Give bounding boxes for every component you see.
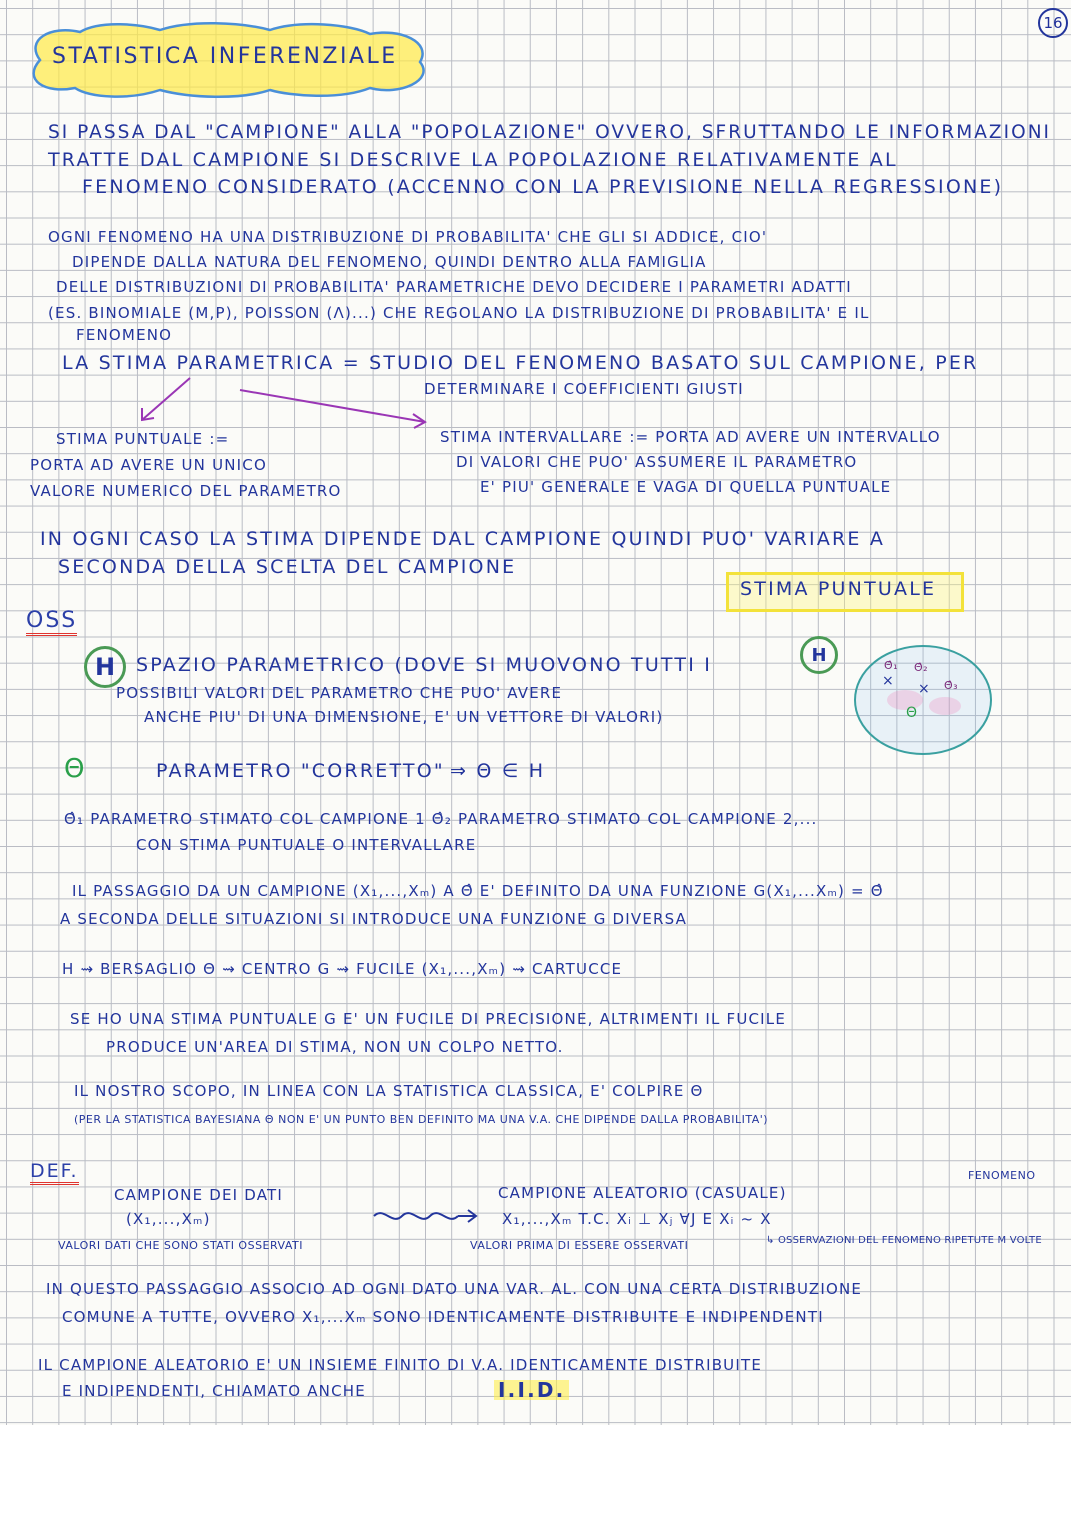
spazio-line-1: SPAZIO PARAMETRICO (DOVE SI MUOVONO TUTTI I: [136, 654, 713, 676]
iid-tag: I.I.D.: [494, 1380, 569, 1400]
dipende-line-2: SECONDA DELLA SCELTA DEL CAMPIONE: [58, 556, 517, 578]
valori-prima: VALORI PRIMA DI ESSERE OSSERVATI: [470, 1239, 689, 1252]
scopo-line-1: IL NOSTRO SCOPO, IN LINEA CON LA STATISTICA CLASSICA, E' COLPIRE Θ: [74, 1082, 704, 1100]
scopo-line-2: (PER LA STATISTICA BAYESIANA Θ NON E' UN PUNTO BEN DEFINITO MA UNA V.A. CHE DIPENDE DALLA PROBABILITA'): [74, 1113, 769, 1126]
campione-aleatorio-label: CAMPIONE ALEATORIO (CASUALE): [498, 1184, 787, 1202]
assoc-line-1: IN QUESTO PASSAGGIO ASSOCIO AD OGNI DATO UNA VAR. AL. CON UNA CERTA DISTRIBUZIONE: [46, 1280, 863, 1298]
parameter-space-diagram: [850, 640, 996, 760]
spazio-line-2: POSSIBILI VALORI DEL PARAMETRO CHE PUO' AVERE: [116, 684, 563, 702]
passaggio-line-2: A SECONDA DELLE SITUAZIONI SI INTRODUCE UNA FUNZIONE G DIVERSA: [60, 910, 688, 928]
fenomeno-line-5: FENOMENO: [76, 326, 173, 344]
theta-symbol: Θ: [64, 754, 87, 784]
puntuale-def-line-1: STIMA PUNTUALE :=: [56, 430, 230, 448]
page-number: 16: [1038, 8, 1068, 38]
diagram-mark-cross-1: ×: [882, 673, 896, 689]
campione-dati-tuple: (X₁,...,Xₘ): [126, 1210, 211, 1228]
campione-aleatorio-tuple: X₁,...,Xₘ T.C. Xᵢ ⊥ Xⱼ ∀J E Xᵢ ~ X: [502, 1210, 772, 1228]
diagram-mark-theta-hat-1: Θ̂₁: [884, 659, 899, 672]
stima-parametrica-line-2: DETERMINARE I COEFFICIENTI GIUSTI: [424, 380, 744, 398]
theta-relation: ⇒ Θ ∈ H: [450, 760, 546, 782]
fenomeno-line-3: DELLE DISTRIBUZIONI DI PROBABILITA' PARAMETRICHE DEVO DECIDERE I PARAMETRI ADATTI: [56, 278, 852, 296]
diagram-mark-theta-hat-2: Θ̂₂: [914, 661, 929, 674]
osservazioni-note: ↳ OSSERVAZIONI DEL FENOMENO RIPETUTE M VOLTE: [766, 1235, 1042, 1246]
oss-label: OSS: [26, 608, 77, 636]
diagram-mark-theta: Θ: [906, 705, 920, 721]
wavy-arrow: [372, 1204, 482, 1228]
fenomeno-line-2: DIPENDE DALLA NATURA DEL FENOMENO, QUINDI DENTRO ALLA FAMIGLIA: [72, 253, 707, 271]
theta-hat-line-1: Θ̂₁ PARAMETRO STIMATO COL CAMPIONE 1 Θ̂₂ PARAMETRO STIMATO COL CAMPIONE 2,...: [64, 810, 818, 828]
intro-line-2: TRATTE DAL CAMPIONE SI DESCRIVE LA POPOLAZIONE RELATIVAMENTE AL: [48, 149, 898, 171]
passaggio-line-1: IL PASSAGGIO DA UN CAMPIONE (X₁,...,Xₘ) A Θ̂ E' DEFINITO DA UNA FUNZIONE G(X₁,...Xₘ) = Θ̂: [72, 882, 884, 900]
fenomeno-line-4: (ES. BINOMIALE (M,P), POISSON (Λ)...) CHE REGOLANO LA DISTRIBUZIONE DI PROBABILITA' E IL: [48, 304, 870, 322]
theta-hat-line-2: CON STIMA PUNTUALE O INTERVALLARE: [136, 836, 477, 854]
intervallare-def-line-3: E' PIU' GENERALE E VAGA DI QUELLA PUNTUALE: [480, 478, 892, 496]
section-heading: STIMA PUNTUALE: [740, 578, 937, 600]
assoc-line-2: COMUNE A TUTTE, OVVERO X₁,...Xₘ SONO IDENTICAMENTE DISTRIBUITE E INDIPENDENTI: [62, 1308, 824, 1326]
intro-line-1: SI PASSA DAL "CAMPIONE" ALLA "POPOLAZIONE" OVVERO, SFRUTTANDO LE INFORMAZIONI: [48, 122, 1052, 143]
diagram-mark-cross-2: ×: [918, 681, 932, 697]
spazio-line-3: ANCHE PIU' DI UNA DIMENSIONE, E' UN VETTORE DI VALORI): [144, 708, 664, 726]
campione-dati-label: CAMPIONE DEI DATI: [114, 1186, 284, 1204]
iid-line-1: IL CAMPIONE ALEATORIO E' UN INSIEME FINITO DI V.A. IDENTICAMENTE DISTRIBUITE: [38, 1356, 763, 1374]
page-title: STATISTICA INFERENZIALE: [52, 44, 398, 69]
stima-parametrica-line-1: LA STIMA PARAMETRICA = STUDIO DEL FENOMENO BASATO SUL CAMPIONE, PER: [62, 352, 979, 374]
intro-line-3: FENOMENO CONSIDERATO (ACCENNO CON LA PREVISIONE NELLA REGRESSIONE): [82, 176, 1004, 198]
fenomeno-line-1: OGNI FENOMENO HA UNA DISTRIBUZIONE DI PROBABILITA' CHE GLI SI ADDICE, CIO': [48, 228, 768, 246]
dipende-line-1: IN OGNI CASO LA STIMA DIPENDE DAL CAMPIONE QUINDI PUO' VARIARE A: [40, 528, 886, 550]
parameter-space-symbol: H: [84, 646, 126, 688]
intervallare-def-line-2: DI VALORI CHE PUO' ASSUMERE IL PARAMETRO: [456, 453, 858, 471]
iid-line-2: E INDIPENDENTI, CHIAMATO ANCHE: [62, 1382, 366, 1400]
valori-osservati: VALORI DATI CHE SONO STATI OSSERVATI: [58, 1239, 304, 1252]
diagram-mark-theta-hat-3: Θ̂₃: [944, 679, 959, 692]
fenomeno-tag: FENOMENO: [968, 1169, 1036, 1182]
bersaglio-line-2: SE HO UNA STIMA PUNTUALE G E' UN FUCILE DI PRECISIONE, ALTRIMENTI IL FUCILE: [70, 1010, 787, 1028]
bersaglio-line-3: PRODUCE UN'AREA DI STIMA, NON UN COLPO NETTO.: [106, 1038, 564, 1056]
puntuale-def-line-2: PORTA AD AVERE UN UNICO: [30, 456, 267, 474]
def-label: DEF.: [30, 1160, 79, 1185]
theta-correct-label: PARAMETRO "CORRETTO": [156, 760, 445, 782]
intervallare-def-line-1: STIMA INTERVALLARE := PORTA AD AVERE UN INTERVALLO: [440, 428, 941, 446]
puntuale-def-line-3: VALORE NUMERICO DEL PARAMETRO: [30, 482, 342, 500]
diagram-symbol: H: [800, 636, 838, 674]
bersaglio-line-1: H ⇝ BERSAGLIO Θ ⇝ CENTRO G ⇝ FUCILE (X₁,...,Xₘ) ⇝ CARTUCCE: [62, 960, 623, 978]
